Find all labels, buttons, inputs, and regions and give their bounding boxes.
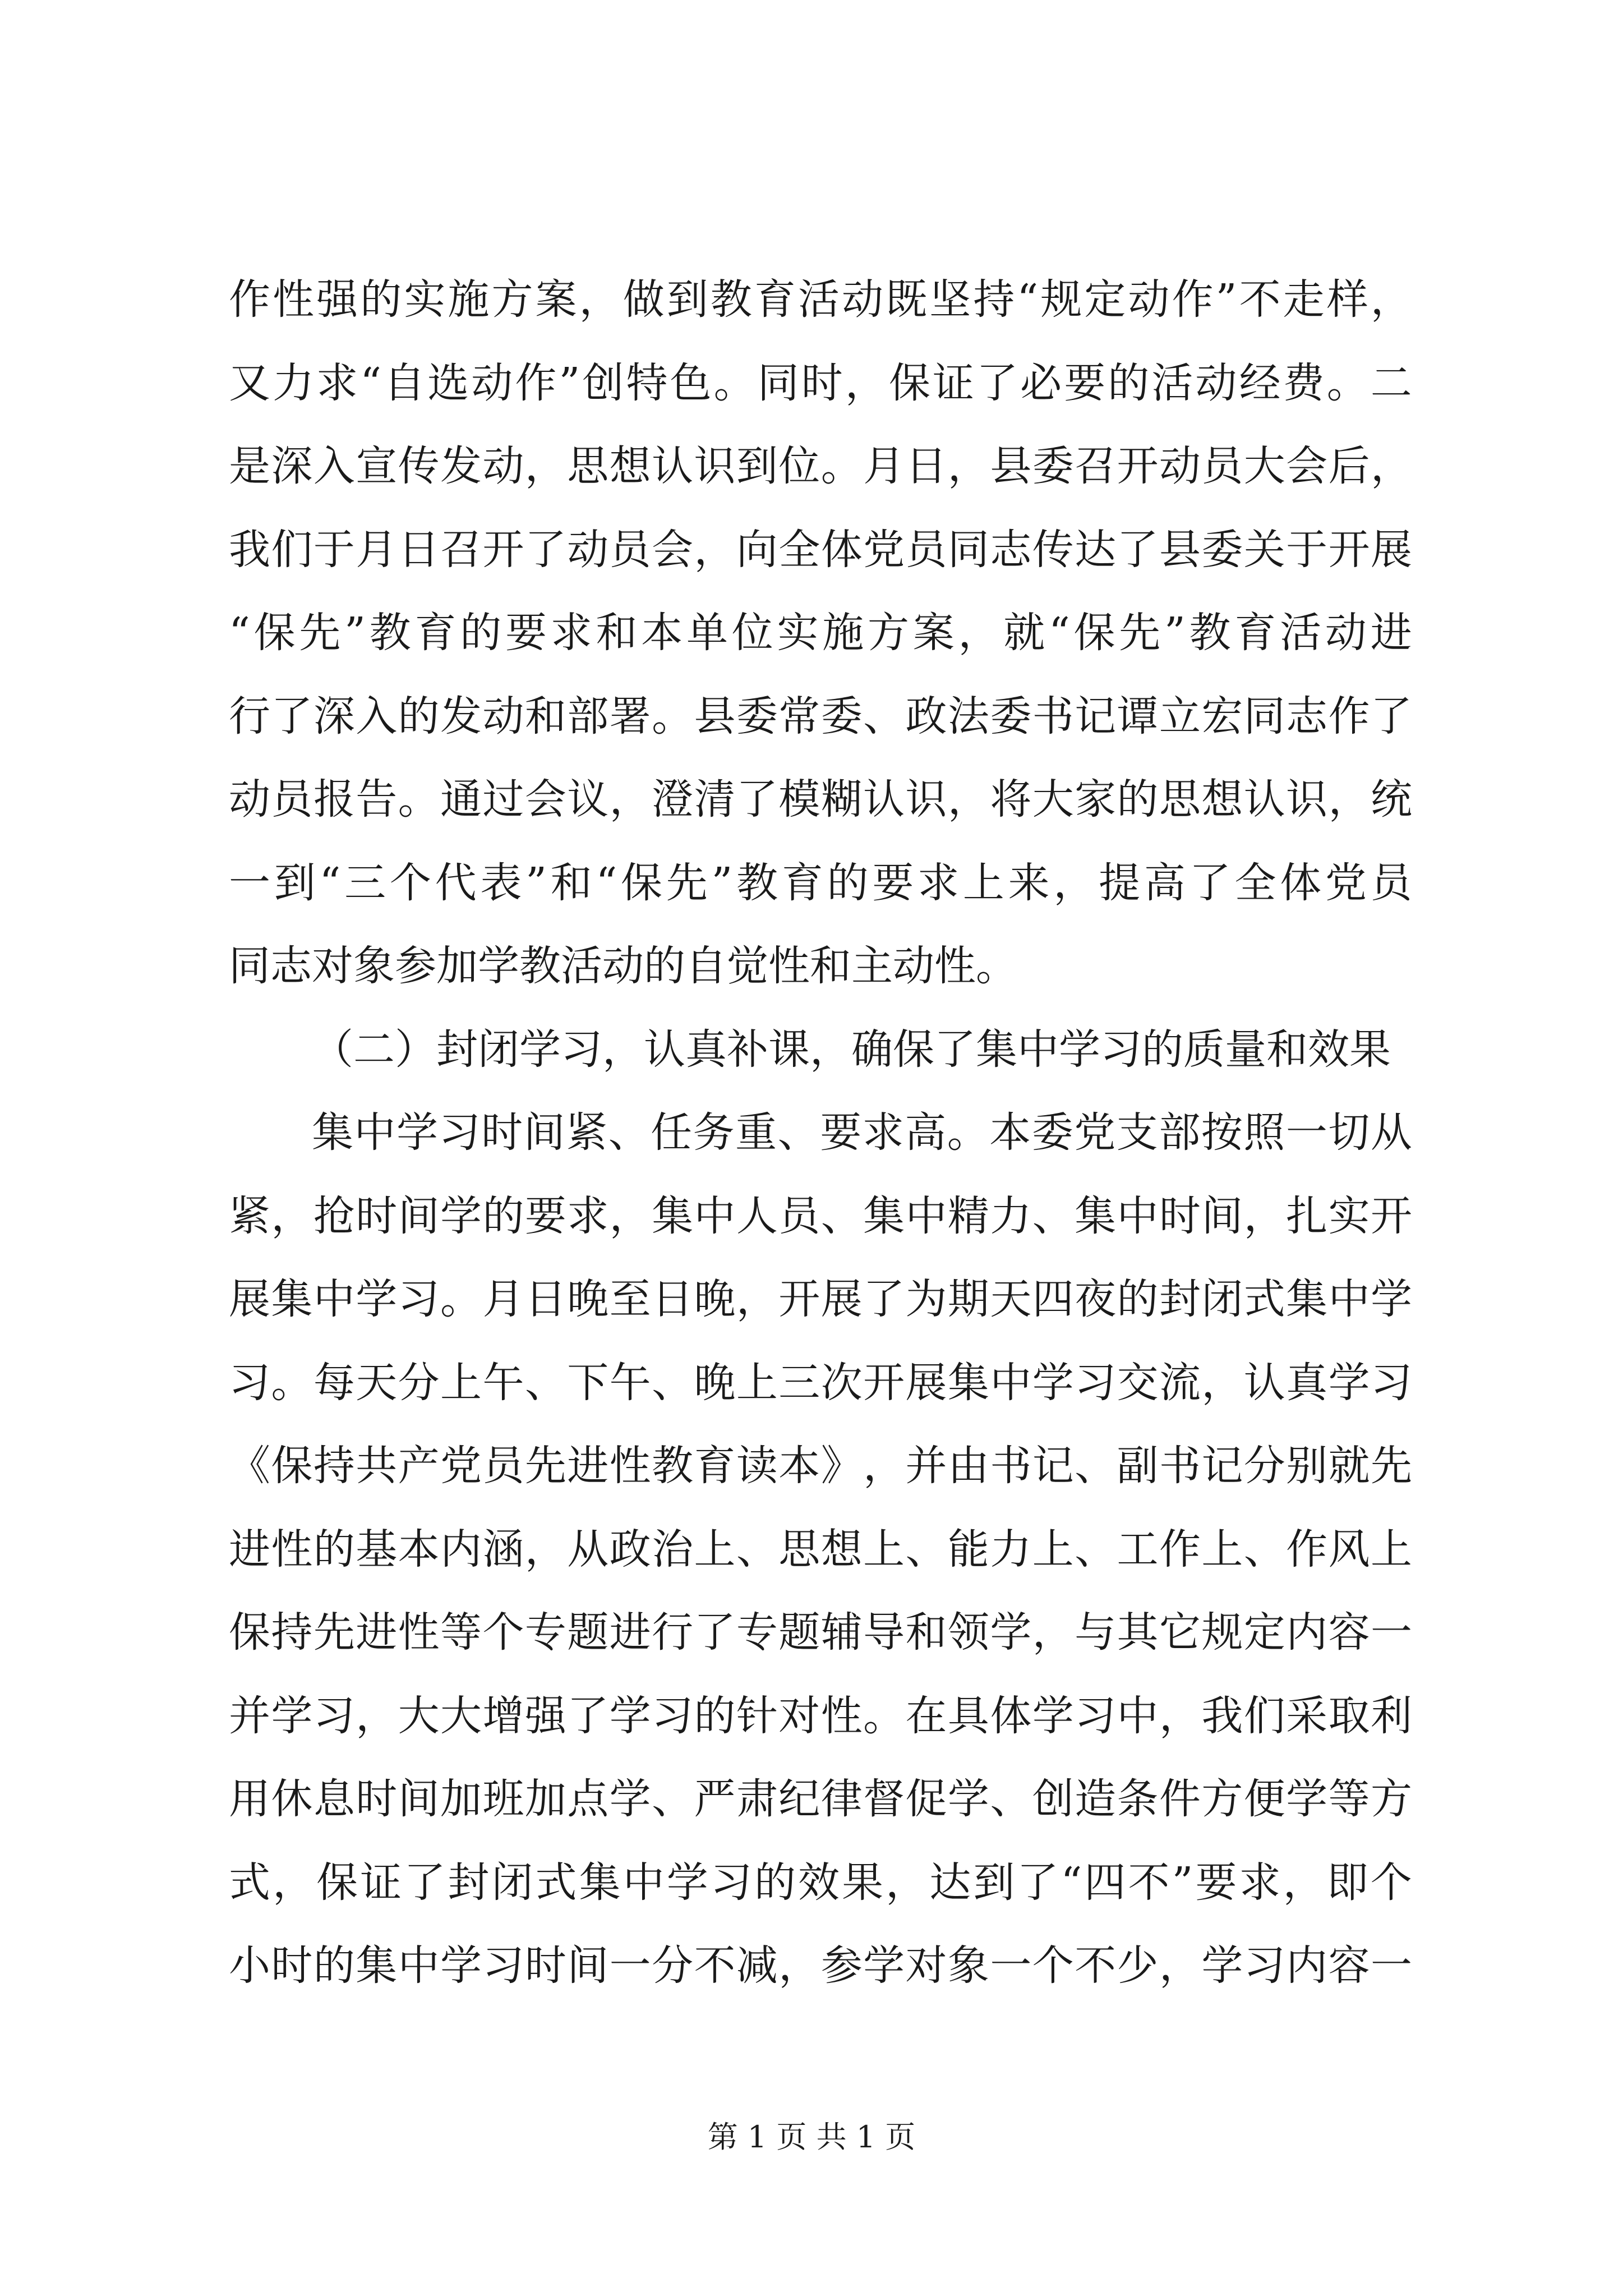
text-line: 集 中 学 习 时 间 紧 、 任 务 重 、 要 求 高 。 本 委 党 支 部 按 照 一 切 从 — [312, 1108, 1412, 1157]
text-line: 同志对象参加学教活动的自觉性和主动性。 — [229, 942, 1017, 990]
text-line: 动 员 报 告 。 通 过 会 议 ， 澄 清 了 模 糊 认 识 ， 将 大 家 的 思 想 认 识 ， 统 — [229, 775, 1412, 823]
text-line: 保 持 先 进 性 等 个 专 题 进 行 了 专 题 辅 导 和 领 学 ， 与 其 它 规 定 内 容 一 — [229, 1608, 1412, 1657]
page-footer — [0, 2118, 1623, 2157]
section-heading: （二）封闭学习，认真补课，确保了集中学习的质量和效果 — [312, 1025, 1391, 1074]
text-line: 《 保 持 共 产 党 员 先 进 性 教 育 读 本 》 ， 并 由 书 记 、 副 书 记 分 别 就 先 — [229, 1442, 1412, 1490]
page-number-label: 第 1 页 共 1 页 — [707, 2119, 916, 2155]
text-line: 又 力 求 “ 自 选 动 作 ” 创 特 色 。 同 时 ， 保 证 了 必 要 的 活 动 经 费 。 二 — [229, 358, 1412, 407]
text-line: 是 深 入 宣 传 发 动 ， 思 想 认 识 到 位 。 月 日 ， 县 委 召 开 动 员 大 会 后 ， — [229, 442, 1412, 490]
text-line: 进 性 的 基 本 内 涵 ， 从 政 治 上 、 思 想 上 、 能 力 上 、 工 作 上 、 作 风 上 — [229, 1525, 1412, 1573]
text-line: “ 保 先 ” 教 育 的 要 求 和 本 单 位 实 施 方 案 ， 就 “ 保 先 ” 教 育 活 动 进 — [229, 609, 1412, 657]
text-line: 并 学 习 ， 大 大 增 强 了 学 习 的 针 对 性 。 在 具 体 学 习 中 ， 我 们 采 取 利 — [229, 1691, 1412, 1740]
text-line: 我 们 于 月 日 召 开 了 动 员 会 ， 向 全 体 党 员 同 志 传 达 了 县 委 关 于 开 展 — [229, 525, 1412, 574]
text-line: 习 。 每 天 分 上 午 、 下 午 、 晚 上 三 次 开 展 集 中 学 习 交 流 ， 认 真 学 习 — [229, 1358, 1412, 1407]
text-line: 用 休 息 时 间 加 班 加 点 学 、 严 肃 纪 律 督 促 学 、 创 造 条 件 方 便 学 等 方 — [229, 1775, 1412, 1823]
text-line: 行 了 深 入 的 发 动 和 部 署 。 县 委 常 委 、 政 法 委 书 记 谭 立 宏 同 志 作 了 — [229, 692, 1412, 740]
text-line: 紧 ， 抢 时 间 学 的 要 求 ， 集 中 人 员 、 集 中 精 力 、 集 中 时 间 ， 扎 实 开 — [229, 1191, 1412, 1240]
text-line: 作 性 强 的 实 施 方 案 ， 做 到 教 育 活 动 既 坚 持 “ 规 定 动 作 ” 不 走 样 ， — [229, 275, 1412, 324]
body-text — [229, 258, 1412, 2008]
text-line: 式 ， 保 证 了 封 闭 式 集 中 学 习 的 效 果 ， 达 到 了 “ 四 不 ” 要 求 ， 即 个 — [229, 1858, 1412, 1907]
text-line: 小 时 的 集 中 学 习 时 间 一 分 不 减 ， 参 学 对 象 一 个 不 少 ， 学 习 内 容 一 — [229, 1941, 1412, 1990]
text-line: 展 集 中 学 习 。 月 日 晚 至 日 晚 ， 开 展 了 为 期 天 四 夜 的 封 闭 式 集 中 学 — [229, 1275, 1412, 1323]
text-line: 一 到 “ 三 个 代 表 ” 和 “ 保 先 ” 教 育 的 要 求 上 来 ， 提 高 了 全 体 党 员 — [229, 858, 1412, 907]
